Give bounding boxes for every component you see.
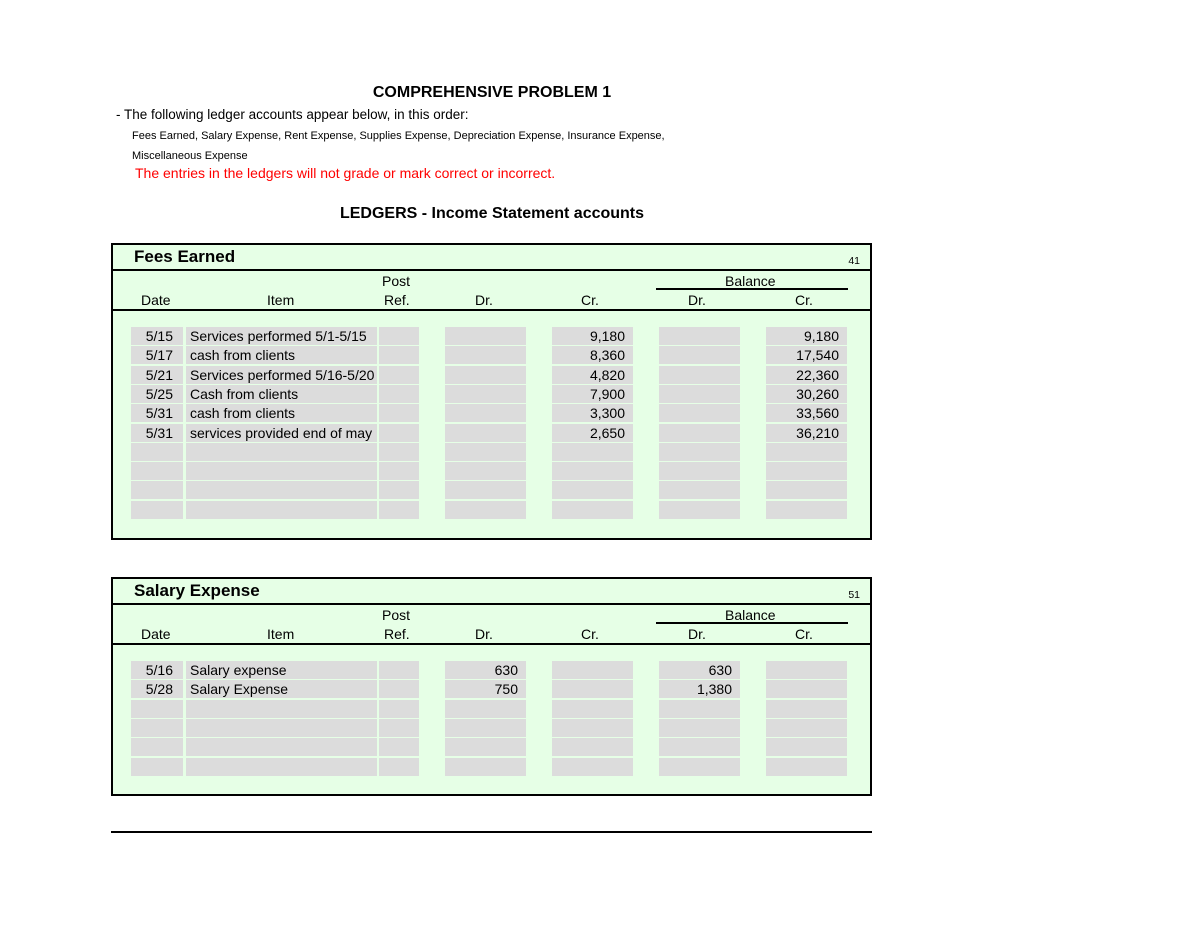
balance-credit-cell[interactable]	[766, 738, 847, 756]
credit-cell[interactable]	[552, 738, 633, 756]
debit-cell[interactable]	[445, 346, 526, 364]
balance-debit-cell[interactable]	[659, 366, 740, 384]
ledger-name: Salary Expense	[134, 581, 260, 600]
item-cell[interactable]: services provided end of may	[186, 424, 377, 442]
item-cell[interactable]: Services performed 5/16-5/20	[186, 366, 377, 384]
ref-header: Ref.	[384, 292, 410, 308]
balance-debit-cell[interactable]	[659, 404, 740, 422]
post-ref-cell[interactable]	[379, 404, 419, 422]
ledger-header	[113, 245, 870, 271]
ledger-entry-row	[113, 481, 870, 499]
item-header: Item	[267, 626, 295, 642]
balance-credit-cell[interactable]	[766, 481, 847, 499]
date-cell[interactable]	[131, 481, 183, 499]
ledger-entry-row	[113, 700, 870, 718]
item-header: Item	[267, 292, 295, 308]
debit-cell[interactable]	[445, 385, 526, 403]
credit-cell[interactable]: 9,180	[552, 327, 633, 345]
date-cell[interactable]	[131, 700, 183, 718]
debit-cell[interactable]	[445, 719, 526, 737]
credit-cell[interactable]: 3,300	[552, 404, 633, 422]
post-header: Post	[382, 607, 411, 623]
date-cell[interactable]	[131, 443, 183, 461]
balance-credit-cell[interactable]: 17,540	[766, 346, 847, 364]
ledger-entry-row	[113, 501, 870, 519]
balance-credit-cell[interactable]: 22,360	[766, 366, 847, 384]
balance-debit-cell[interactable]: 630	[659, 661, 740, 679]
date-cell[interactable]: 5/21	[131, 366, 183, 384]
balance-debit-cell[interactable]	[659, 758, 740, 776]
debit-cell[interactable]	[445, 462, 526, 480]
credit-cell[interactable]	[552, 719, 633, 737]
post-ref-cell[interactable]	[379, 758, 419, 776]
balance-dr-header: Dr.	[688, 292, 706, 308]
debit-cell[interactable]	[445, 700, 526, 718]
intro-text: - The following ledger accounts appear below, in this order:	[116, 107, 469, 122]
ledger-entry-row	[113, 424, 870, 442]
account-list-line-1: Fees Earned, Salary Expense, Rent Expense, Supplies Expense, Depreciation Expense, Insurance Expense,	[132, 130, 665, 142]
ledger-entry-row	[113, 443, 870, 461]
dr-header: Dr.	[475, 626, 493, 642]
date-cell[interactable]: 5/31	[131, 424, 183, 442]
balance-dr-header: Dr.	[688, 626, 706, 642]
ledger-name: Fees Earned	[134, 247, 236, 266]
date-cell[interactable]: 5/31	[131, 404, 183, 422]
balance-debit-cell[interactable]	[659, 346, 740, 364]
debit-cell[interactable]	[445, 366, 526, 384]
post-ref-cell[interactable]	[379, 346, 419, 364]
ledger-entry-row	[113, 758, 870, 776]
balance-credit-cell[interactable]	[766, 758, 847, 776]
item-cell[interactable]	[186, 700, 377, 718]
credit-cell[interactable]	[552, 443, 633, 461]
ledger-entry-row	[113, 404, 870, 422]
balance-credit-cell[interactable]	[766, 661, 847, 679]
post-ref-cell[interactable]	[379, 443, 419, 461]
debit-cell[interactable]	[445, 404, 526, 422]
account-number: 51	[848, 589, 860, 601]
item-cell[interactable]: cash from clients	[186, 404, 377, 422]
balance-debit-cell[interactable]	[659, 443, 740, 461]
post-ref-cell[interactable]	[379, 501, 419, 519]
column-header	[113, 605, 870, 645]
item-cell[interactable]	[186, 481, 377, 499]
debit-cell[interactable]	[445, 738, 526, 756]
ledger-header	[113, 579, 870, 605]
balance-debit-cell[interactable]	[659, 700, 740, 718]
balance-debit-cell[interactable]	[659, 481, 740, 499]
debit-cell[interactable]	[445, 443, 526, 461]
ledger-entry-row	[113, 366, 870, 384]
post-ref-cell[interactable]	[379, 661, 419, 679]
post-ref-cell[interactable]	[379, 481, 419, 499]
balance-debit-cell[interactable]	[659, 738, 740, 756]
credit-cell[interactable]: 8,360	[552, 346, 633, 364]
ledger-entry-row	[113, 680, 870, 698]
post-ref-cell[interactable]	[379, 424, 419, 442]
page-title: COMPREHENSIVE PROBLEM 1	[372, 84, 612, 101]
balance-header: Balance	[725, 273, 776, 289]
date-header: Date	[141, 292, 171, 308]
date-cell[interactable]: 5/16	[131, 661, 183, 679]
credit-cell[interactable]: 4,820	[552, 366, 633, 384]
ledger-fees-earned	[111, 243, 872, 540]
date-cell[interactable]: 5/25	[131, 385, 183, 403]
item-cell[interactable]: Services performed 5/1-5/15	[186, 327, 377, 345]
debit-cell[interactable]: 630	[445, 661, 526, 679]
post-ref-cell[interactable]	[379, 680, 419, 698]
item-cell[interactable]	[186, 443, 377, 461]
post-ref-cell[interactable]	[379, 366, 419, 384]
post-ref-cell[interactable]	[379, 719, 419, 737]
ledger-salary-expense	[111, 577, 872, 796]
item-cell[interactable]: cash from clients	[186, 346, 377, 364]
credit-cell[interactable]	[552, 758, 633, 776]
balance-credit-cell[interactable]	[766, 462, 847, 480]
item-cell[interactable]: Cash from clients	[186, 385, 377, 403]
item-cell[interactable]	[186, 738, 377, 756]
post-ref-cell[interactable]	[379, 385, 419, 403]
balance-credit-cell[interactable]	[766, 700, 847, 718]
credit-cell[interactable]	[552, 501, 633, 519]
item-cell[interactable]	[186, 462, 377, 480]
date-cell[interactable]	[131, 501, 183, 519]
post-ref-cell[interactable]	[379, 327, 419, 345]
balance-credit-cell[interactable]: 33,560	[766, 404, 847, 422]
balance-credit-cell[interactable]: 30,260	[766, 385, 847, 403]
credit-cell[interactable]	[552, 680, 633, 698]
date-cell[interactable]	[131, 738, 183, 756]
column-header	[113, 271, 870, 311]
date-cell[interactable]: 5/17	[131, 346, 183, 364]
cr-header: Cr.	[581, 626, 599, 642]
balance-header: Balance	[725, 607, 776, 623]
debit-cell[interactable]	[445, 424, 526, 442]
post-ref-cell[interactable]	[379, 462, 419, 480]
balance-underline	[656, 288, 848, 290]
post-ref-cell[interactable]	[379, 738, 419, 756]
ledger-entry-row	[113, 719, 870, 737]
balance-credit-cell[interactable]: 36,210	[766, 424, 847, 442]
balance-credit-cell[interactable]	[766, 719, 847, 737]
post-header: Post	[382, 273, 411, 289]
date-cell[interactable]	[131, 462, 183, 480]
item-cell[interactable]: Salary expense	[186, 661, 377, 679]
section-title: LEDGERS - Income Statement accounts	[339, 205, 645, 222]
date-cell[interactable]: 5/15	[131, 327, 183, 345]
date-header: Date	[141, 626, 171, 642]
balance-cr-header: Cr.	[795, 292, 813, 308]
balance-debit-cell[interactable]	[659, 501, 740, 519]
item-cell[interactable]: Salary Expense	[186, 680, 377, 698]
ref-header: Ref.	[384, 626, 410, 642]
balance-cr-header: Cr.	[795, 626, 813, 642]
account-number: 41	[848, 255, 860, 267]
footer-divider	[111, 831, 872, 833]
balance-debit-cell[interactable]	[659, 424, 740, 442]
balance-debit-cell[interactable]	[659, 327, 740, 345]
item-cell[interactable]	[186, 501, 377, 519]
balance-underline	[656, 622, 848, 624]
credit-cell[interactable]: 2,650	[552, 424, 633, 442]
item-cell[interactable]	[186, 719, 377, 737]
item-cell[interactable]	[186, 758, 377, 776]
debit-cell[interactable]	[445, 501, 526, 519]
balance-debit-cell[interactable]: 1,380	[659, 680, 740, 698]
debit-cell[interactable]: 750	[445, 680, 526, 698]
ledger-entry-row	[113, 346, 870, 364]
balance-credit-cell[interactable]	[766, 443, 847, 461]
cr-header: Cr.	[581, 292, 599, 308]
credit-cell[interactable]: 7,900	[552, 385, 633, 403]
debit-cell[interactable]	[445, 481, 526, 499]
date-cell[interactable]	[131, 758, 183, 776]
warning-text: The entries in the ledgers will not grade or mark correct or incorrect.	[135, 165, 556, 181]
date-cell[interactable]: 5/28	[131, 680, 183, 698]
balance-debit-cell[interactable]	[659, 385, 740, 403]
ledger-entry-row	[113, 385, 870, 403]
credit-cell[interactable]	[552, 661, 633, 679]
balance-credit-cell[interactable]	[766, 501, 847, 519]
balance-debit-cell[interactable]	[659, 462, 740, 480]
balance-credit-cell[interactable]: 9,180	[766, 327, 847, 345]
credit-cell[interactable]	[552, 462, 633, 480]
debit-cell[interactable]	[445, 327, 526, 345]
dr-header: Dr.	[475, 292, 493, 308]
ledger-entry-row	[113, 462, 870, 480]
ledger-entry-row	[113, 661, 870, 679]
ledger-entry-row	[113, 327, 870, 345]
credit-cell[interactable]	[552, 481, 633, 499]
balance-credit-cell[interactable]	[766, 680, 847, 698]
ledger-entry-row	[113, 738, 870, 756]
account-list-line-2: Miscellaneous Expense	[132, 150, 248, 162]
date-cell[interactable]	[131, 719, 183, 737]
balance-debit-cell[interactable]	[659, 719, 740, 737]
credit-cell[interactable]	[552, 700, 633, 718]
debit-cell[interactable]	[445, 758, 526, 776]
post-ref-cell[interactable]	[379, 700, 419, 718]
